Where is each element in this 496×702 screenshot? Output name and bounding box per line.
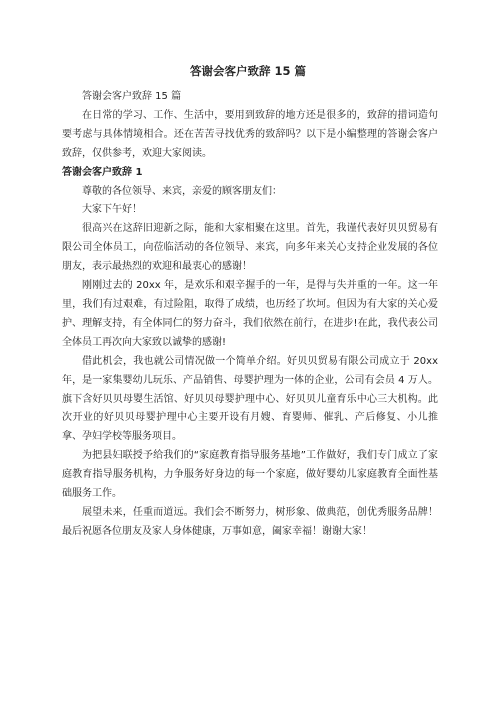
paragraph: 答谢会客户致辞 15 篇 <box>82 91 182 102</box>
document-body <box>62 88 438 542</box>
paragraph: 刚刚过去的 20xx 年，是欢乐和艰辛握手的一年，是得与失并重的一年。这一年里，我们有过艰难，有过险阻，取得了成绩，也历经了坎坷。但因为有大家的关心爱护、理解支持，有全体同仁的努力奋斗，我们依然在前行，在进步!在此，我代表公司全体员工再次向大家致以诚挚的感谢! <box>62 280 438 348</box>
paragraph: 大家下午好！ <box>82 204 142 216</box>
section-heading: 答谢会客户致辞 1 <box>62 166 143 178</box>
paragraph: 展望未来，任重而道远。我们会不断努力，树形象、做典范，创优秀服务品牌！最后祝愿各位朋友及家人身体健康，万事如意，阖家幸福！谢谢大家！ <box>62 506 438 537</box>
document-title: 答谢会客户致辞 15 篇 <box>189 64 306 78</box>
paragraph: 在日常的学习、工作、生活中，要用到致辞的地方还是很多的，致辞的措词造句要考虑与具体情境相合。还在苦苦寻找优秀的致辞吗？以下是小编整理的答谢会客户致辞，仅供参考，欢迎大家阅读。 <box>62 109 438 159</box>
paragraph: 很高兴在这辞旧迎新之际，能和大家相聚在这里。首先，我谨代表好贝贝贸易有限公司全体员工，向莅临活动的各位领导、来宾，向多年来关心支持企业发展的各位朋友，表示最热烈的欢迎和最衷心的感谢！ <box>62 223 438 273</box>
paragraph: 为把县妇联授予给我们的“家庭教育指导服务基地”工作做好，我们专门成立了家庭教育指导服务机构，力争服务好身边的每一个家庭，做好婴幼儿家庭教育全面性基础服务工作。 <box>62 450 438 500</box>
paragraph: 尊敬的各位领导、来宾，亲爱的顾客朋友们： <box>82 185 282 197</box>
paragraph: 借此机会，我也就公司情况做一个简单介绍。好贝贝贸易有限公司成立于 20xx 年，是一家集婴幼儿玩乐、产品销售、母婴护理为一体的企业，公司有会员 4 万人。旗下含好贝贝母婴生活馆、好贝贝母婴护理中心、好贝贝儿童育乐中心三大机构。此次开业的好贝贝母婴护理中心主要开设有月嫂、育婴师、催乳、产后修复、小儿推拿、孕妇学校等服务项目。 <box>62 355 438 443</box>
